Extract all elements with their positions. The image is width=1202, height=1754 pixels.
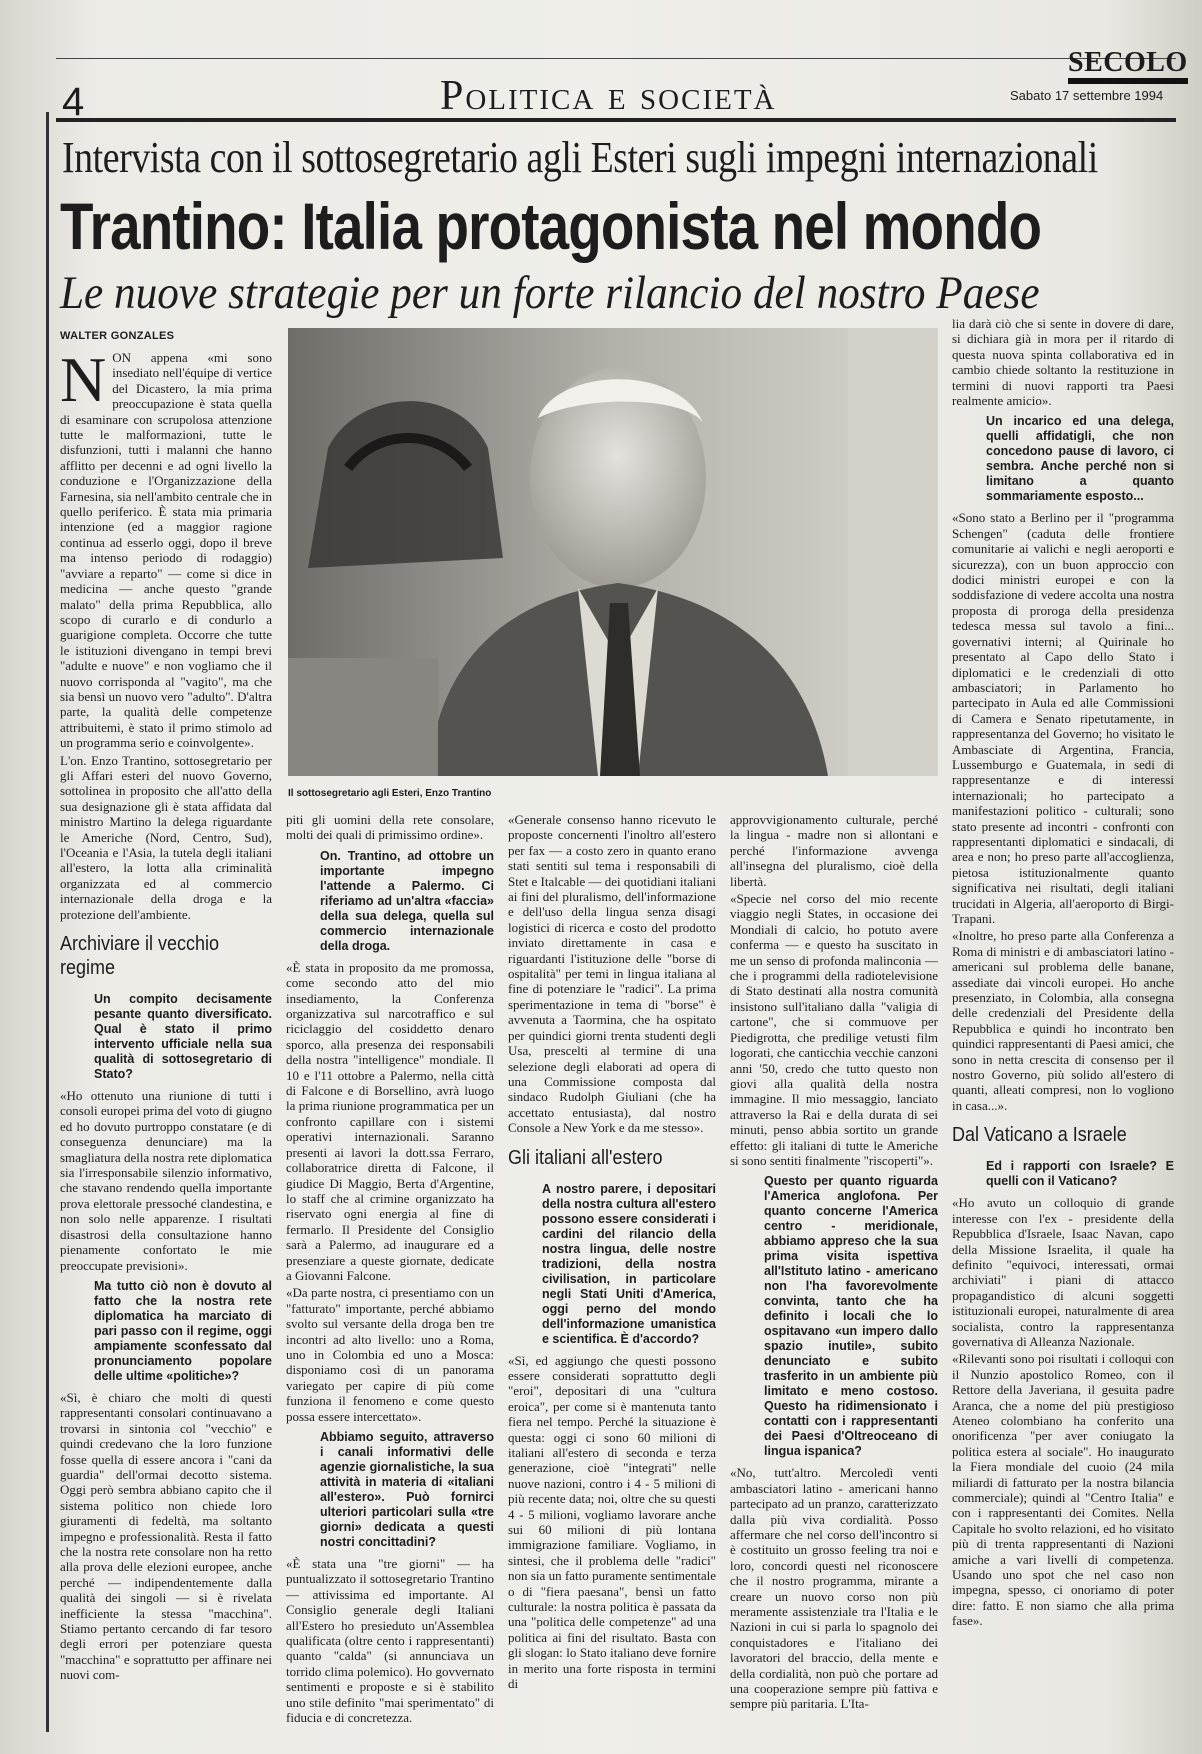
article-headline: Trantino: Italia protagonista nel mondo — [60, 189, 1042, 263]
column-3 — [508, 812, 716, 1742]
header-rule — [56, 118, 1176, 122]
question: Abbiamo seguito, attraverso i canali informativi delle agenzie giornalistiche, la sua attività in materia di «italiani all'estero». Può fornirci ulteriori particolari sulla «tre giorni» dedicata a questi nostri concittadini? — [320, 1430, 494, 1549]
question: On. Trantino, ad ottobre un importante impegno l'attende a Palermo. Ci riferiamo ad un'altra «faccia» della sua delega, quella sul commercio internazionale della droga. — [320, 848, 494, 953]
question: Ma tutto ciò non è dovuto al fatto che la nostra rete diplomatica ha marciato di pari passo con il regime, oggi ampiamente sconfessato dal pronunciamento popolare delle ultime «politiche»? — [94, 1278, 272, 1383]
column-2 — [286, 812, 494, 1742]
subheading: Dal Vaticano a Israele — [952, 1124, 1127, 1147]
column-5 — [952, 316, 1174, 1742]
paragraph: «È stata in proposito da me promossa, come secondo atto del mio insediamento, la Conferenza organizzativa sul narcotraffico e sul riciclaggio del cosiddetto denaro sporco, alla presenza dei responsabili della nostra "intelligence" mondiale. Il 10 e l'11 ottobre a Palermo, nella città di Falcone e di Borsellino, avrà luogo la prima riunione programmatica per un confronto capillare con i sistemi operativi internazionali. Saranno presenti ai lavori la dott.ssa Ferraro, collaboratrice diretta di Falcone, il giudice Di Maggio, Berta d'Argentine, lo staff che al crimine organizzato ha riservato ogni energia al fine di fermarlo. Il Presidente del Consiglio sarà a Palermo, ad inaugurare ed a presenziare a queste giornate, dedicate a Giovanni Falcone. — [286, 959, 494, 1283]
paragraph: «Rilevanti sono poi risultati i colloqui con il Nunzio apostolico Romeo, con il Rettore della Javeriana, il gesuita padre Aranca, che a nome del più prestigioso Ateneo colombiano ha conferito una onorificenza "per aver coniugato la politica estera al sociale". Ho inaugurato la Fiera mondiale del cuoio (24 mila miliardi di fatturato per la nostra bilancia commerciale); quindi al "Centro Italia" e con i rappresentanti dei Comites. Nella Capitale ho svolto relazioni, ed ho visitato più di trenta rappresentanti di Nazioni amiche a vari livelli di competenza. Usando uno spot che nel caso non impegna, spesso, ci onoriamo di poter dire: fatto. E non siamo che alla prima fase». — [952, 1351, 1174, 1629]
paragraph: «Da parte nostra, ci presentiamo con un "fatturato" importante, perché abbiamo svolto sul versante della droga ben tre incontri ad alto livello: uno a Roma, uno in Colombia ed uno a Mosca: disponiamo così di un panorama variegato per capire di più come funziona il fenomeno e come questo possa essere intercettato». — [286, 1285, 494, 1424]
question: Questo per quanto riguarda l'America anglofona. Per quanto concerne l'America centro - meridionale, abbiamo appreso che la sua prima visita ispettiva all'Istituto latino - americano non l'ha favorevolmente convinta, tanto che ha definito i locali che lo ospitavano «un impero dallo spazio inutile», subito denunciato e subito trasferito in un ambiente più limitato e meno costoso. Questo ha ridimensionato i contatti con i rappresentanti dei Paesi d'Oltreoceano di lingua ispanica? — [764, 1174, 938, 1459]
lead-text: ON appena «mi sono insediato nell'équipe di vertice del Dicastero, la mia prima preoccupazione è stata quella di esaminare con scrupolosa attenzione tutte le malformazioni, tutte le disfunzioni, tutti i malanni che hanno afflitto per decenni e ad ogni livello la conduzione e l'Organizzazione della Farnesina, sia nell'ambito centrale che in quello periferico. È stata mia primaria intenzione (ed a maggior ragione continua ad esserlo oggi, dopo il breve ma intenso periodo di rodaggio) "avviare a reparto" — come si dice in medicina — anche questo "grande malato" della prima Repubblica, allo scopo di curarlo e di condurlo a guarigione completa. Occorre che tutte le istituzioni divengano in tempi brevi "adulte e nuove" e non vogliamo che il nuovo corrisponda al "vagito", ma che sia bensì un nuovo vero "adulto". D'altra parte, la qualità delle competenze attribuitemi, è stato il primo stimolo ad un programma serio e coinvolgente». — [60, 350, 272, 751]
paragraph: piti gli uomini della rete consolare, molti dei quali di primissimo ordine». — [286, 812, 494, 843]
page-number: 4 — [62, 80, 85, 124]
paragraph: «È stata una "tre giorni" — ha puntualizzato il sottosegretario Trantino — attivissima ed importante. Al Consiglio generale degli Italiani all'Estero ho presieduto un'Assemblea qualificata (oltre cento i rappresentanti) quanto "calda" (si annunciava un torrido clima polemico). Ho govvernato sentimenti e proposte e si è stabilito uno stile definito "mai sperimentato" di fiducia e di concretezza. — [286, 1556, 494, 1726]
paragraph: «Ho avuto un colloquio di grande interesse con l'ex - presidente della Repubblica d'Israele, Isaac Navan, capo della Missione Israelita, il quale ha definito "equivoci, interessati, ormai archiviati" i piani di attacco propagandistico di alcuni soggetti istituzionali europei, naturalmente di area socialista, contro la rappresentanza governativa di Alleanza Nazionale. — [952, 1195, 1174, 1349]
newspaper-logo: SECOLO — [1068, 48, 1188, 84]
paragraph: lia darà ciò che si sente in dovere di dare, si dichiara già in mora per il ritardo di questa nuova spinta collaborativa ed in cambio chiede soltanto la restituzione in termini di nuovi rapporti tra Paesi realmente amicio». — [952, 316, 1174, 409]
article-kicker: Intervista con il sottosegretario agli Esteri sugli impegni internazionali — [62, 133, 1098, 182]
paragraph: «Specie nel corso del mio recente viaggio negli States, in occasione dei Mondiali di calcio, ho potuto avere conferma — e questo ha suscitato in me un senso di profonda malinconia — che i programmi della radiotelevisione di Stato destinati alla nostra comunità insistono sull'italiano dalla "valigia di cartone", che si commuove per Piedigrotta, che predilige vetusti film logorati, che canticchia vecchie canzoni anni '50, credo che tutto questo non giovi alla qualità della nostra immagine. Il mio messaggio, lanciato attraverso la Rai e della durata di sei minuti, penso abbia sortito un grande effetto: gli italiani di tutte le Americhe si sono sentiti finalmente "riscoperti"». — [730, 891, 938, 1168]
paragraph: approvvigionamento culturale, perché la lingua - madre non si allontani e perché l'informazione avvenga all'insegna del pluralismo, cioè della libertà. — [730, 812, 938, 889]
question: Un incarico ed una delega, quelli affidatigli, che non concedono pause di lavoro, ci sembra. Anche perché non si limitano a quanto sommariamente esposto... — [986, 414, 1174, 504]
subheading: Archiviare il vecchio regime — [60, 933, 220, 980]
paragraph: «Ho ottenuto una riunione di tutti i consoli europei prima del voto di giugno ed ho dovuto purtroppo constatare (e di conseguenza denunciare) ma la smagliatura della nostra rete diplomatica sia l'irresponsabile silenzio informativo, che stavano rendendo quella importante prova elettorale pressoché clandestina, e non solo nelle apparenze. I risultati disastrosi della consultazione hanno pienamente confortato le mie preoccupate previsioni». — [60, 1088, 272, 1273]
paragraph: «No, tutt'altro. Mercoledì venti ambasciatori latino - americani hanno partecipato ad un pranzo, caratterizzato dalla più viva cordialità. Posso affermare che nel corso dell'incontro si è costituito un grosso feeling tra noi e loro, concordi questi nel riconoscere che il nostro programma, mirante a creare un nuovo corso non più meramente assistenziale tra l'Italia e le Nazioni in cui si parla lo spagnolo dei conquistadores e l'italiano dei lavoratori del braccio, della mente e della cordialità, non può che portare ad una cooperazione sempre più fattiva e sempre più paritaria. L'Ita- — [730, 1465, 938, 1712]
paragraph: «Sì, ed aggiungo che questi possono essere considerati soprattutto degli "eroi", depositari di una "cultura eroica", per come si è mantenuta tanto fiera nel tempo. Perché la situazione è questa: oggi ci sono 60 milioni di italiani all'estero di seconda e terza generazione, cioè "integrati" nelle nuove nazioni, contro i 4 - 5 milioni di più recente data; noi, oltre che su questi 4 - 5 milioni, vogliamo lavorare anche sui 60 milioni di più lontana immigrazione familiare. Vogliamo, in sintesi, che il problema delle "radici" non sia un fatto puramente sentimentale o di "fiera paesana", bensì un fatto culturale: la nostra politica è passata da una "politica delle competenze" ad una politica ai fini del risultato. Basta con gli slogan: lo Stato italiano deve fornire in merito una forte risposta in termini di — [508, 1352, 716, 1692]
drop-cap: N — [60, 350, 107, 415]
byline: WALTER GONZALES — [60, 330, 175, 342]
issue-date: Sabato 17 settembre 1994 — [1010, 88, 1164, 103]
top-rule — [56, 58, 1176, 59]
column-1 — [60, 350, 272, 1742]
subheading: Gli italiani all'estero — [508, 1146, 663, 1169]
paragraph: «Sono stato a Berlino per il "programma Schengen" (caduta delle frontiere comunitarie ai valichi e negli aeroporti e sicurezza), con un buon approccio con dodici ministri europei e con la soddisfazione di vedere accolta una nostra proposta di proroga della presidenza tedesca messa sul tavolo a fini... governativi interni; al Quirinale ho presentato al Capo dello Stato i diplomatici e le credenziali di otto ambasciatori; in Parlamento ho partecipato in Aula ed alle Commissioni di Camera e Senato ripetutamente, in rappresentanza del Governo; ho visitato le Ambasciate di Argentina, Francia, Lussemburgo e Guatemala, in sedi di rappresentanze e di interessi internazionali; ho partecipato a manifestazioni politico - culturali; sono stato presente ad incontri - confronti con rappresentanti diplomatici e sindacali, di area e non; ho preso parte all'accoglienza, pietosa istituzionalmente quanto significativa nei risultati, degli italiani trucidati in Algeria, all'aeroporto di Birgi-Trapani. — [952, 510, 1174, 926]
question: Ed i rapporti con Israele? E quelli con il Vaticano? — [986, 1159, 1174, 1189]
photo-caption: Il sottosegretario agli Esteri, Enzo Trantino — [288, 788, 492, 799]
section-title: Politica e società — [440, 73, 777, 119]
paragraph: L'on. Enzo Trantino, sottosegretario per gli Affari esteri del nuovo Governo, sottolinea in proposito che all'atto della sua designazione gli è stata affidata dal ministro Martino la delega riguardante le Americhe (Nord, Centro, Sud), l'Oceania e l'Asia, la tutela degli italiani all'estero, la lotta alla criminalità organizzata ed al commercio internazionale della droga e la protezione dell'ambiente. — [60, 752, 272, 922]
portrait-photo — [288, 328, 938, 776]
paragraph: «Inoltre, ho preso parte alla Conferenza a Roma di ministri e di ambasciatori latino - americani sul problema delle banane, assediate dai vincoli europei. Ho anche presenziato, in Colombia, alla consegna delle credenziali del Presidente della Repubblica e quindi ho incontrato ben quindici rappresentanti di Paesi amici, che sono in netta crescita di consenso per il nostro Governo, più solido all'estero di quanti, alleati compresi, non lo vogliono in casa...». — [952, 928, 1174, 1113]
column-4 — [730, 812, 938, 1742]
portrait-illustration — [288, 328, 938, 776]
question: Un compito decisamente pesante quanto diversificato. Qual è stato il primo intervento ufficiale nella sua qualità di sottosegretario di Stato? — [94, 992, 272, 1082]
question: A nostro parere, i depositari della nostra cultura all'estero possono essere considerati i cardini del rilancio della nostra lingua, delle nostre tradizioni, della nostra civilisation, in particolare negli Stati Uniti d'America, oggi perno del mondo dell'informazione umanistica e scientifica. È d'accordo? — [542, 1181, 716, 1346]
left-border — [46, 112, 49, 1732]
article-subhead: Le nuove strategie per un forte rilancio del nostro Paese — [60, 267, 1040, 319]
paragraph: «Sì, è chiaro che molti di questi rappresentanti consolari continuavano a trovarsi in sintonia col "vecchio" e quindi credevano che la loro funzione fosse quella di essere ancora i "cani da guardia" dell'ormai decotto sistema. Oggi però sembra abbiano capito che il sistema politico non chiede loro giuramenti di fedeltà, ma soltanto impegno e professionalità. Resta il fatto che la nostra rete consolare non ha retto alla prova delle elezioni europee, anche perché — indipendentemente dalla qualità dei singoli — si è rivelata inefficiente la stessa "macchina". Stiamo pertanto cercando di far tesoro degli errori per potenziare questa "macchina" e soprattutto per affinare nei nuovi com- — [60, 1389, 272, 1683]
lead-paragraph — [60, 350, 272, 751]
paragraph: «Generale consenso hanno ricevuto le proposte concernenti l'inoltro all'estero per fax — a costo zero in quanto erano stati sentiti sul tema i responsabili di Stet e Italcable — dei quotidiani italiani ai fini del pluralismo, dell'informazione e dell'uso della lingua senza disagi logistici di ricerca e costo del prodotto inviato direttamente in casa e riguardanti l'istituzione delle "borse di ospitalità" per temi in lingua italiana al fine di potenziare le "radici". La prima sperimentazione in tema di "borse" è avvenuta a Taormina, che ha ospitato per quindici giorni trenta studenti degli Usa, prescelti al termine di una selezione degli elaborati ad opera di una Commissione composta dal sindaco Rudolph Giuliani (che ha accettato entusiasta), dal nostro Console a New York e da me stesso». — [508, 812, 716, 1136]
